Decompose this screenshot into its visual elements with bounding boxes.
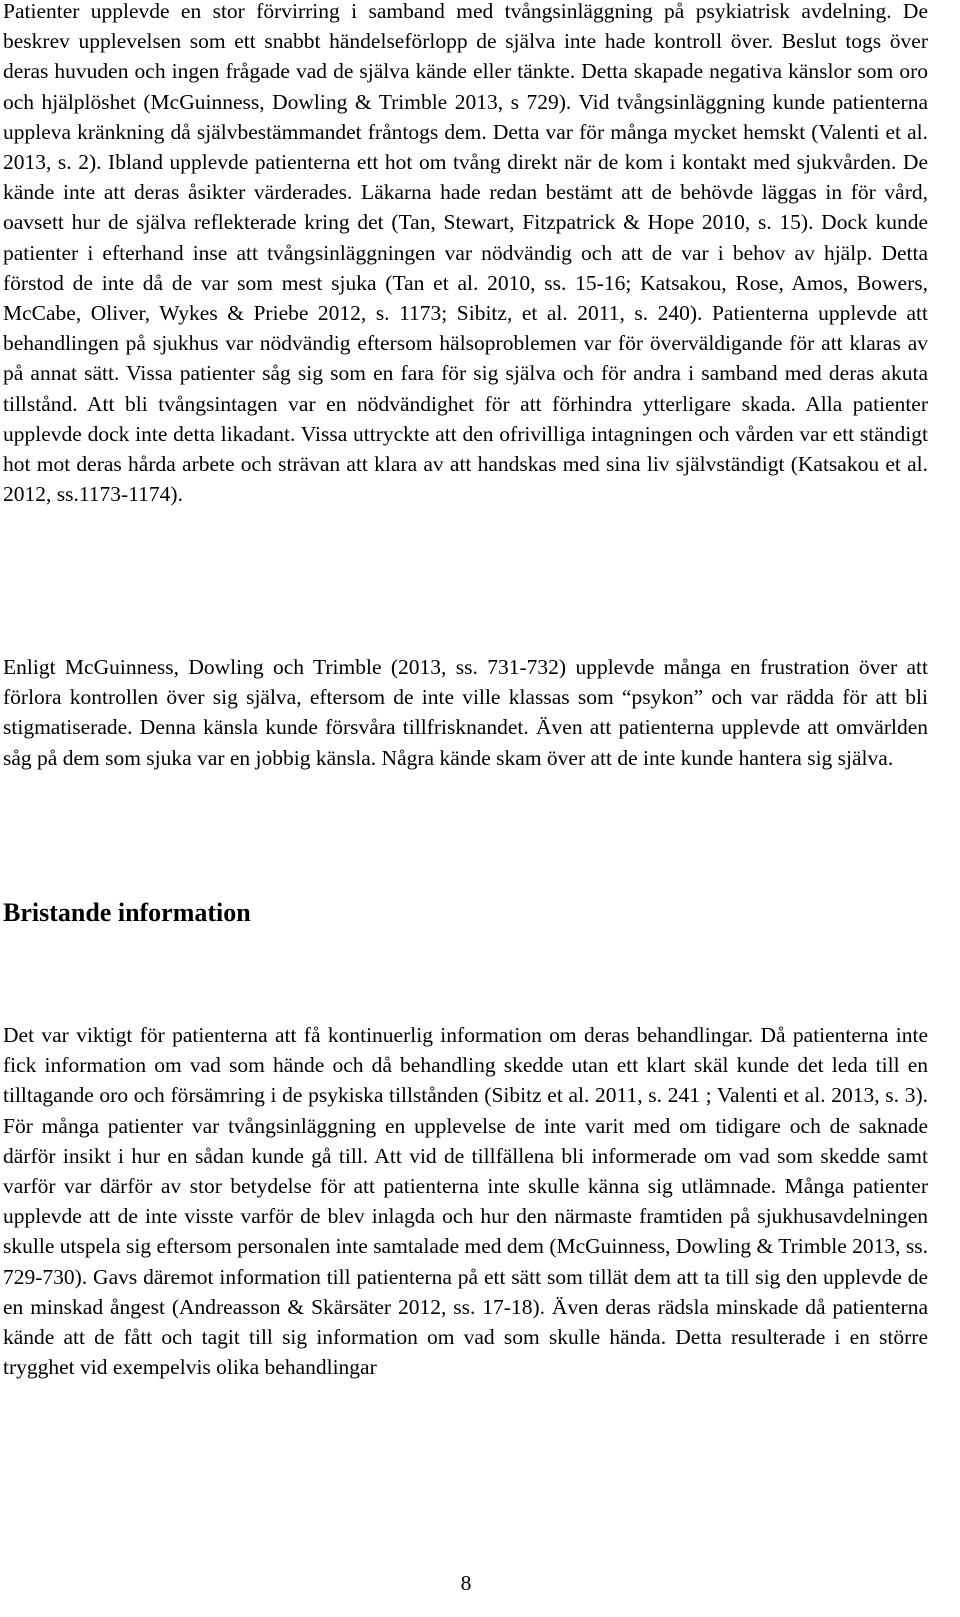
body-paragraph-loss-of-control: Enligt McGuinness, Dowling och Trimble (2013, ss. 731-732) upplevde många en frustration över att förlora kontrollen över sig själva, eftersom de inte ville klassas som “psykon” och var rädda för att bli stigmatiserade. Denna känsla kunde försvåra tillfrisknandet. Även att patienterna upplevde att omvärlden såg på dem som sjuka var en jobbig känsla. Några kände skam över att de inte kunde hantera sig själva. xyxy=(3,655,928,770)
page-number: 8 xyxy=(460,1571,472,1595)
section-heading: Bristande information xyxy=(3,898,251,927)
body-paragraph-information: Det var viktigt för patienterna att få kontinuerlig information om deras behandlingar. Då patienterna inte fick information om vad som hände och då behandling skedde utan ett klart skäl kunde det leda till en tilltagande oro och försämring i de psykiska tillstånden (Sibitz et al. 2011, s. 241 ; Valenti et al. 2013, s. 3). För många patienter var tvångsinläggning en upplevelse de inte varit med om tidigare och de saknade därför insikt i hur en sådan kunde gå till. Att vid de tillfällena bli informerade om vad som skedde samt varför var därför av stor betydelse för att patienterna inte skulle känna sig utlämnade. Många patienter upplevde att de inte visste varför de blev inlagda och hur den närmaste framtiden på sjukhusavdelningen skulle utspela sig eftersom personalen inte samtalade med dem (McGuinness, Dowling & Trimble 2013, ss. 729-730). Gavs däremot information till patienterna på ett sätt som tillät dem att ta till sig den upplevde de en minskad ångest (Andreasson & Skärsäter 2012, ss. 17-18). Även deras rädsla minskade då patienterna kände att de fått och tagit till sig information om vad som skulle hända. Detta resulterade i en större trygghet vid exempelvis olika behandlingar xyxy=(3,1023,928,1380)
body-paragraph-coercion-experience: Patienter upplevde en stor förvirring i samband med tvångsinläggning på psykiatrisk avdelning. De beskrev upplevelsen som ett snabbt händelseförlopp de själva inte hade kontroll över. Beslut togs över deras huvuden och ingen frågade vad de själva kände eller tänkte. Detta skapade negativa känslor som oro och hjälplöshet (McGuinness, Dowling & Trimble 2013, s 729). Vid tvångsinläggning kunde patienterna uppleva kränkning då självbestämmandet fråntogs dem. Detta var för många mycket hemskt (Valenti et al. 2013, s. 2). Ibland upplevde patienterna ett hot om tvång direkt när de kom i kontakt med sjukvården. De kände inte att deras åsikter värderades. Läkarna hade redan bestämt att de behövde läggas in för vård, oavsett hur de själva reflekterade kring det (Tan, Stewart, Fitzpatrick & Hope 2010, s. 15). Dock kunde patienter i efterhand inse att tvångsinläggningen var nödvändig och att de var i behov av hjälp. Detta förstod de inte då de var som mest sjuka (Tan et al. 2010, ss. 15-16; Katsakou, Rose, Amos, Bowers, McCabe, Oliver, Wykes & Priebe 2012, s. 1173; Sibitz, et al. 2011, s. 240). Patienterna upplevde att behandlingen på sjukhus var nödvändig eftersom hälsoproblemen var för överväldigande för att klaras av på annat sätt. Vissa patienter såg sig som en fara för sig själva och för andra i samband med deras akuta tillstånd. Att bli tvångsintagen var en nödvändighet för att förhindra ytterligare skada. Alla patienter upplevde dock inte detta likadant. Vissa uttryckte att den ofrivilliga intagningen och vården var ett ständigt hot mot deras hårda arbete och strävan att klara av att handskas med sina liv självständigt (Katsakou et al. 2012, ss.1173-1174). xyxy=(3,0,928,507)
